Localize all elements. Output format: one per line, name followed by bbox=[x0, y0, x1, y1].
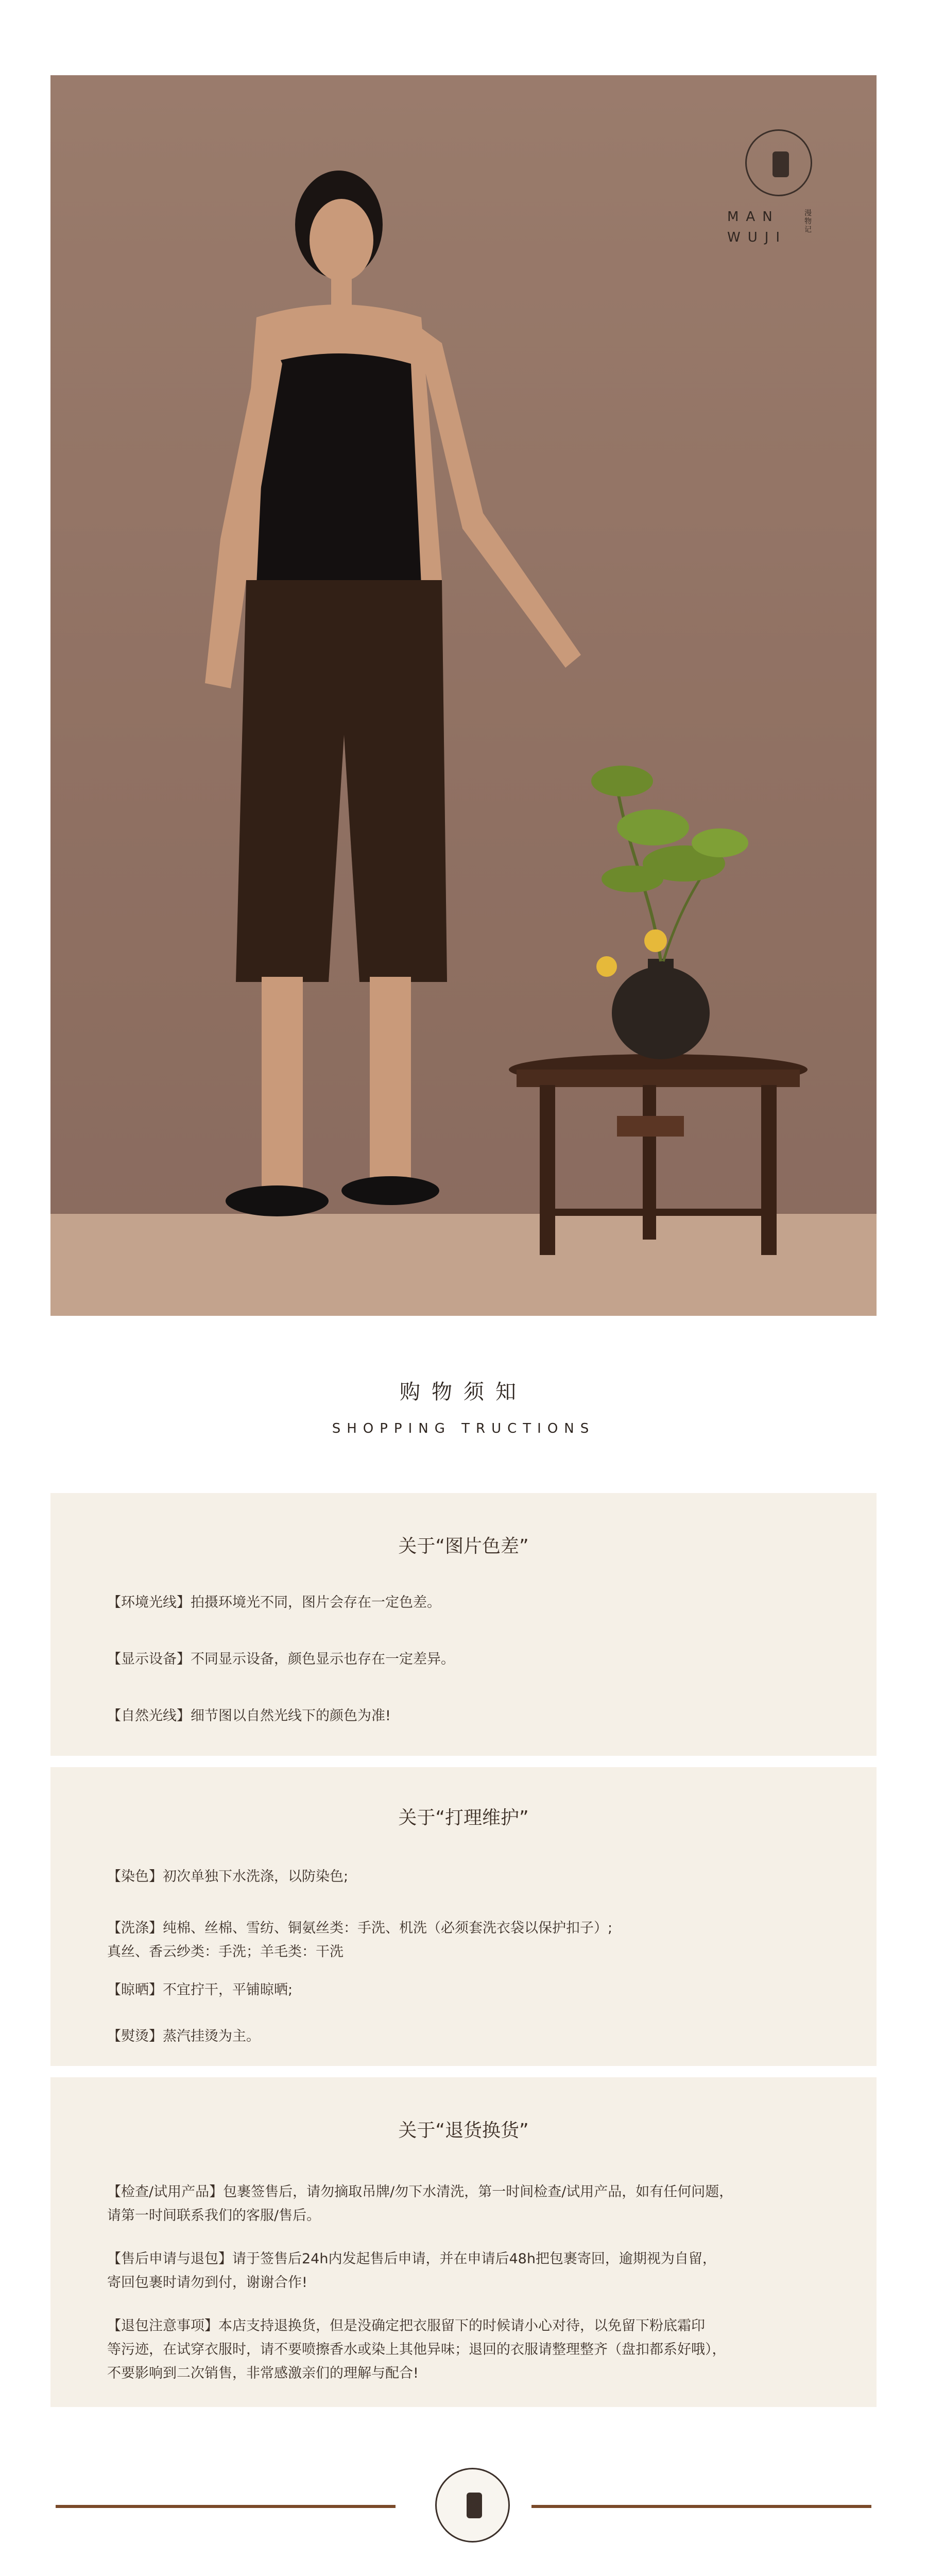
item-text: 本店支持退换货，但是没确定把衣服留下的时候请小心对待，以免留下粉底霜印 bbox=[218, 2318, 705, 2334]
item-text: 初次单独下水洗涤，以防染色; bbox=[163, 1869, 349, 1885]
panel-item bbox=[107, 1591, 820, 1615]
panel-title: 关于“退货换货” bbox=[398, 2120, 529, 2141]
panel-item bbox=[107, 2314, 820, 2385]
hero-photo bbox=[50, 75, 877, 1316]
item-tag: 【环境光线】 bbox=[107, 1595, 191, 1611]
panel-item bbox=[107, 2180, 820, 2228]
item-text: 纯棉、丝棉、雪纺、铜氨丝类：手洗、机洗（必须套洗衣袋以保护扣子）; bbox=[163, 1920, 613, 1936]
item-tag: 【洗涤】 bbox=[107, 1920, 163, 1936]
item-text: 不要影响到二次销售，非常感激亲们的理解与配合! bbox=[107, 2365, 419, 2381]
panel-item bbox=[107, 2025, 820, 2048]
hero-brand-logo bbox=[727, 129, 830, 258]
care-panel bbox=[50, 1767, 877, 2066]
panel-item bbox=[107, 1704, 820, 1728]
item-text: 包裹签售后，请勿摘取吊牌/勿下水清洗，第一时间检查/试用产品，如有任何问题， bbox=[223, 2184, 733, 2200]
panel-title: 关于“图片色差” bbox=[398, 1536, 529, 1557]
return-panel bbox=[50, 2077, 877, 2407]
panel-item bbox=[107, 1917, 820, 1964]
notice-subtitle: SHOPPING TRUCTIONS bbox=[332, 1421, 595, 1436]
item-tag: 【染色】 bbox=[107, 1869, 163, 1885]
hero-brand-name: MAN WUJI bbox=[727, 209, 787, 245]
item-tag: 【显示设备】 bbox=[107, 1651, 191, 1667]
item-text: 寄回包裹时请勿到付，谢谢合作! bbox=[107, 2275, 307, 2291]
item-text: 等污迹，在试穿衣服时，请不要喷擦香水或染上其他异味；退回的衣服请整理整齐（盘扣都系好哦）， bbox=[107, 2342, 726, 2358]
item-tag: 【自然光线】 bbox=[107, 1708, 191, 1724]
item-text: 不宜拧干，平铺晾晒; bbox=[163, 1982, 293, 1998]
panel-item bbox=[107, 1865, 820, 1889]
hero-brand-cn: 漫物记 bbox=[804, 209, 812, 234]
panel-title: 关于“打理维护” bbox=[398, 1807, 529, 1828]
color-difference-panel bbox=[50, 1493, 877, 1756]
panel-item bbox=[107, 1648, 820, 1671]
notice-title: 购物须知 bbox=[400, 1380, 527, 1404]
seal-logo-icon bbox=[435, 2468, 510, 2543]
divider-line-left bbox=[56, 2505, 396, 2508]
item-text: 细节图以自然光线下的颜色为准! bbox=[191, 1708, 391, 1724]
divider-line-right bbox=[531, 2505, 871, 2508]
seal-logo-icon bbox=[745, 129, 812, 196]
item-text: 蒸汽挂烫为主。 bbox=[163, 2028, 260, 2044]
item-text: 真丝、香云纱类：手洗；羊毛类：干洗 bbox=[107, 1944, 344, 1960]
item-tag: 【熨烫】 bbox=[107, 2028, 163, 2044]
item-text: 请第一时间联系我们的客服/售后。 bbox=[107, 2208, 321, 2224]
panel-item bbox=[107, 2247, 820, 2295]
item-text: 不同显示设备，颜色显示也存在一定差异。 bbox=[191, 1651, 455, 1667]
item-text: 拍摄环境光不同，图片会存在一定色差。 bbox=[191, 1595, 441, 1611]
hero-illustration bbox=[50, 75, 877, 1316]
item-tag: 【售后申请与退包】 bbox=[107, 2251, 232, 2267]
item-tag: 【晾晒】 bbox=[107, 1982, 163, 1998]
panel-item bbox=[107, 1978, 820, 2002]
item-text: 请于签售后24h内发起售后申请，并在申请后48h把包裹寄回，逾期视为自留， bbox=[232, 2251, 716, 2267]
item-tag: 【退包注意事项】 bbox=[107, 2318, 218, 2334]
item-tag: 【检查/试用产品】 bbox=[107, 2184, 224, 2200]
